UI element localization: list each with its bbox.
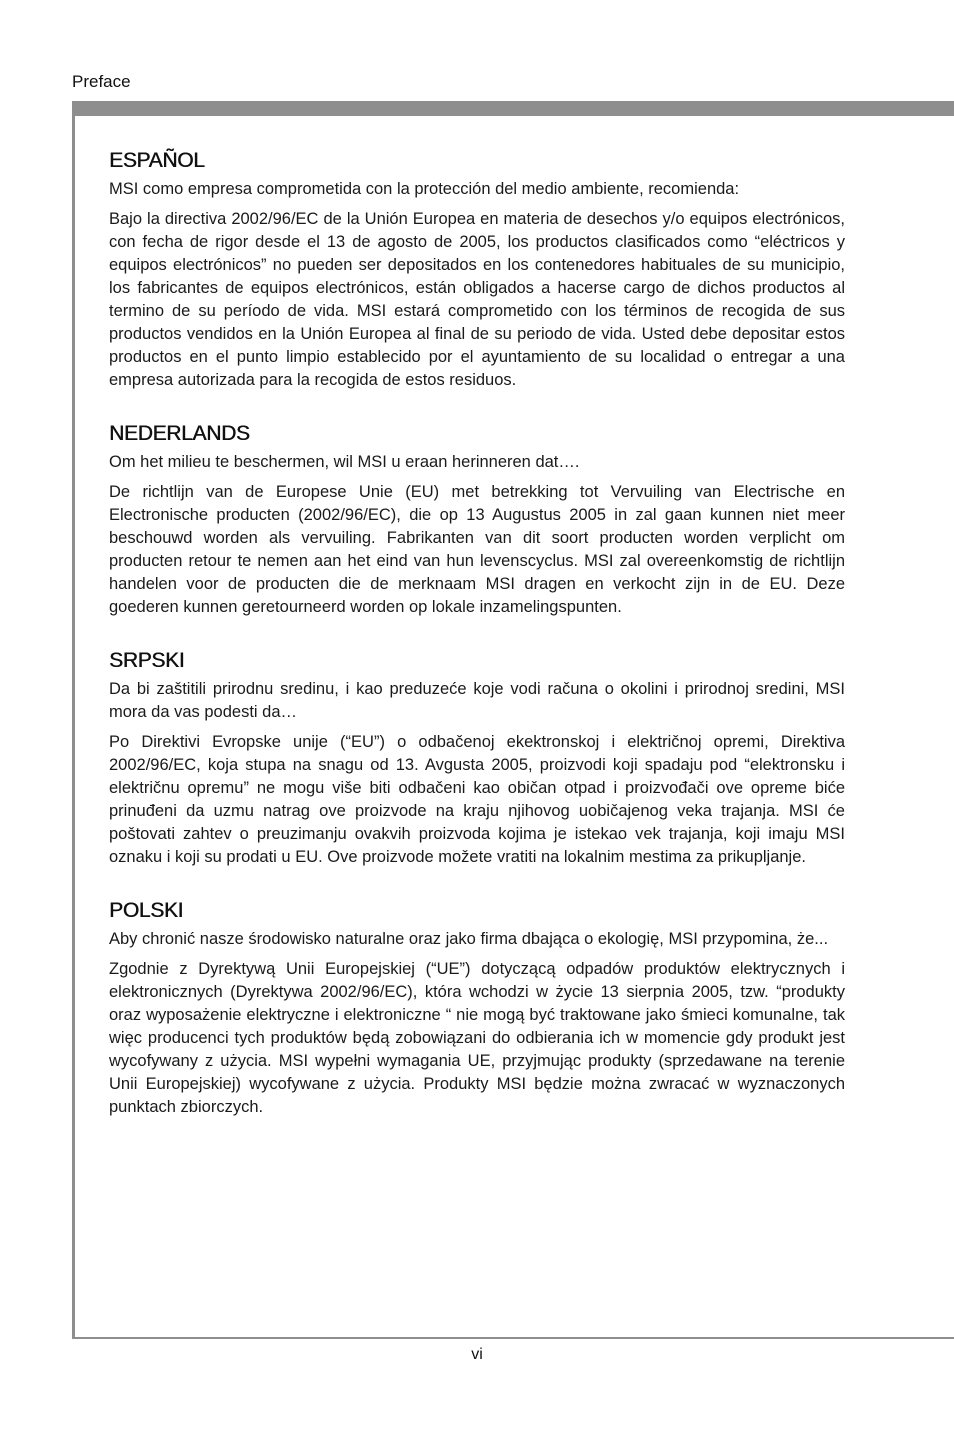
section-intro: Om het milieu te beschermen, wil MSI u eraan herinneren dat…. bbox=[109, 453, 580, 471]
section-intro: MSI como empresa comprometida con la protección del medio ambiente, recomienda: bbox=[109, 180, 740, 198]
section-body: Bajo la directiva 2002/96/EC de la Unión Europea en materia de desechos y/o equipos electrónicos, con fecha de rigor desde el 13 de agosto de 2005, los productos clasificados como “eléctricos y equipos electrónicos” no pueden ser depositados en los contenedores habituales de su municipio, los fabricantes de equipos electrónicos, están obligados a hacerse cargo de dichos productos al termino de su período de vida. MSI estará comprometido con los términos de recogida de sus productos vendidos en la Unión Europea al final de su periodo de vida. Usted debe depositar estos productos en el punto limpio establecido por el ayuntamiento de su localidad o entregar a una empresa autorizada para la recogida de estos residuos. bbox=[109, 210, 845, 389]
section-intro: Aby chronić nasze środowisko naturalne oraz jako firma dbająca o ekologię, MSI przypomina, że... bbox=[109, 930, 829, 948]
section-intro: Da bi zaštitili prirodnu sredinu, i kao preduzeće koje vodi računa o okolini i prirodnoj sredini, MSI mora da vas podesti da… bbox=[109, 680, 845, 721]
section-body: Zgodnie z Dyrektywą Unii Europejskiej (“UE”) dotyczącą odpadów produktów elektrycznych i elektronicznych (Dyrektywa 2002/96/EC), która wchodzi w życie 13 sierpnia 2005, tzw. “produkty oraz wyposażenie elektryczne i elektroniczne “ nie mogą być traktowane jako śmieci komunalne, tak więc producenci tych produktów będą zobowiązani do odbierania ich w momencie gdy produkt jest wycofywany z użycia. MSI wypełni wymagania UE, przyjmując produkty (sprzedawane na terenie Unii Europejskiej) wycofywane z użycia. Produkty MSI będzie można zwracać w wyznaczonych punktach zbiorczych. bbox=[109, 960, 845, 1116]
section-body: De richtlijn van de Europese Unie (EU) met betrekking tot Vervuiling van Electrische en Electronische producten (2002/96/EC), die op 13 Augustus 2005 in zal gaan kunnen niet meer beschouwd worden als vervuiling. Fabrikanten van dit soort producten worden verplicht om producten retour te nemen aan het eind van hun levenscyclus. MSI zal overeenkomstig de richtlijn handelen voor de producten die de merknaam MSI dragen en verkocht zijn in de EU. Deze goederen kunnen geretourneerd worden op lokale inzamelingspunten. bbox=[109, 483, 845, 616]
section-heading: ESPAÑOL bbox=[109, 149, 205, 172]
section-body: Po Direktivi Evropske unije (“EU”) o odbačenoj ekektronskoj i električnoj opremi, Direktiva 2002/96/EC, koja stupa na snagu od 13. Avgusta 2005, proizvodi koji spadaju pod “elektronsku i električnu opremu” ne mogu više biti odbačeni kao običan otpad i proizvođači ove opreme biće prinuđeni da uzmu natrag ove proizvode na kraju njihovog uobičajenog veka trajanja. MSI će poštovati zahtev o preuzimanju ovakvih proizvoda kojima je istekao vek trajanja, koji imaju MSI oznaku i koji su prodati u EU. Ove proizvode možete vratiti na lokalnim mestima za prikupljanje. bbox=[109, 733, 845, 866]
running-header: Preface bbox=[72, 72, 131, 91]
header-rule bbox=[72, 101, 954, 116]
section-polski bbox=[109, 899, 845, 1119]
section-heading: POLSKI bbox=[109, 899, 184, 922]
page-content bbox=[109, 149, 845, 1149]
section-espanol bbox=[109, 149, 845, 392]
section-heading: NEDERLANDS bbox=[109, 422, 250, 445]
left-border-rule bbox=[72, 101, 75, 1339]
page-number: vi bbox=[471, 1346, 483, 1363]
section-heading: SRPSKI bbox=[109, 649, 185, 672]
section-nederlands bbox=[109, 422, 845, 619]
section-srpski bbox=[109, 649, 845, 869]
footer-rule bbox=[72, 1337, 954, 1339]
